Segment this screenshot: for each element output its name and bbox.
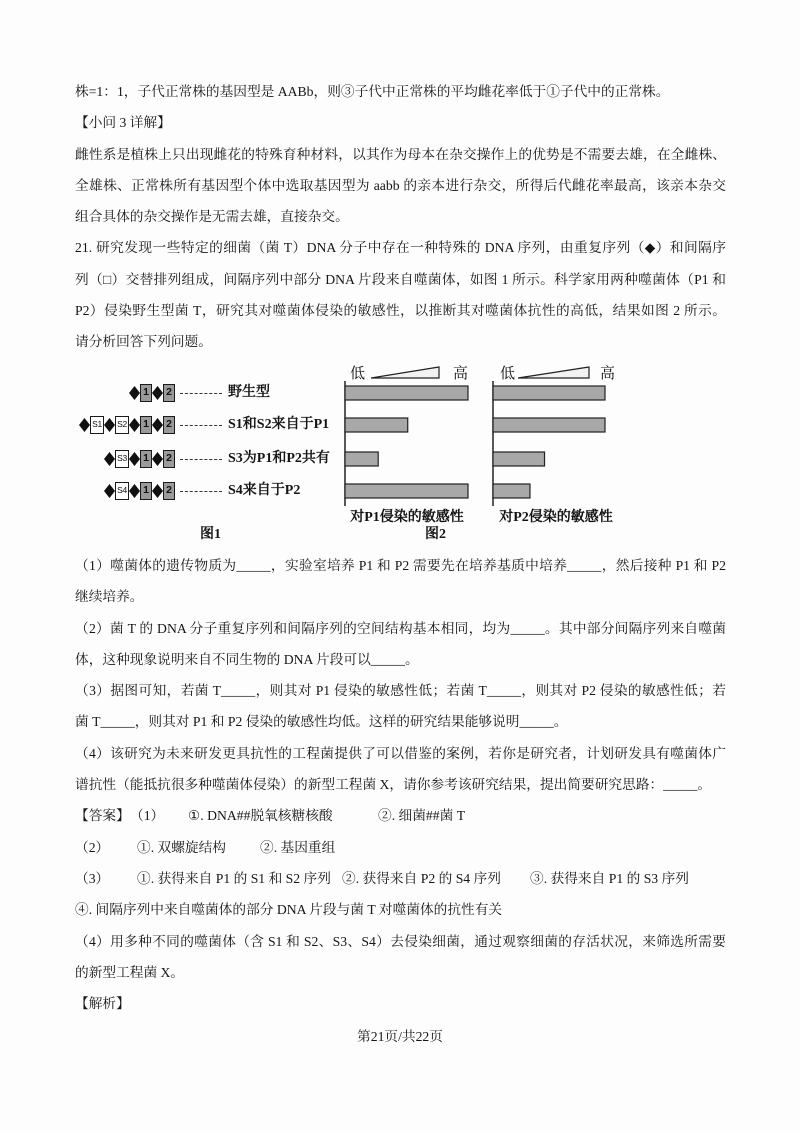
answer-line-4 <box>75 926 726 957</box>
sub3-heading: 【小问 3 详解】 <box>75 115 171 131</box>
page-footer: 第21页/共22页 <box>357 1029 443 1044</box>
paragraph-line: 雌性系是植株上只出现雌花的特殊育种材料，以其作为母本在杂交操作上的优势是不需要去雄，在全雌株、 <box>75 146 726 162</box>
figure1-row-s3 <box>104 449 175 469</box>
repeat-sequence-diamond <box>152 418 163 432</box>
sub-question-line: 继续培养。 <box>75 589 144 605</box>
figure1-leader-line <box>180 491 222 492</box>
answer-item: ①. DNA##脱氧核糖核酸 <box>188 808 333 824</box>
bar-s4 <box>345 484 468 498</box>
answer-part-number: （1） <box>130 808 165 824</box>
spacer-box: 2 <box>163 416 175 434</box>
question-stem-line: P2）侵染野生型菌 T，研究其对噬菌体侵染的敏感性，以推断其对噬菌体抗性的高低，结果如图 2 所示。 <box>75 303 726 319</box>
repeat-sequence-diamond <box>129 452 140 466</box>
sub-question-line: （1）噬菌体的遗传物质为_____，实验室培养 P1 和 P2 需要先在培养基质中培养_____，然后接种 P1 和 P2 <box>75 558 726 573</box>
sub-question-line: （3）据图可知，若菌 T_____，则其对 P1 侵染的敏感性低；若菌 T_____，则其对 P2 侵染的敏感性低；若 <box>75 683 726 699</box>
scale-wedge <box>371 367 439 378</box>
repeat-sequence-diamond <box>104 484 115 498</box>
answer-item: ②. 细菌##菌 T <box>378 808 466 824</box>
answer-part-number: （4） <box>75 933 111 949</box>
spacer-box: 1 <box>140 416 152 434</box>
answer-item: ④. 间隔序列中来自噬菌体的部分 DNA 片段与菌 T 对噬菌体的抗性有关 <box>75 902 503 918</box>
bar-wildtype <box>345 386 468 400</box>
repeat-sequence-diamond <box>104 452 115 466</box>
figure-area <box>0 355 800 550</box>
phage-spacer-box: S1 <box>90 416 104 434</box>
chart-p1-sensitivity <box>335 360 485 524</box>
continuation-line: 株=1：1，子代正常株的基因型是 AABb，则③子代中正常株的平均雌花率低于①子代中的正常株。 <box>75 84 670 99</box>
answer-item: ②. 获得来自 P2 的 S4 序列 <box>342 870 501 886</box>
spacer-box: 2 <box>163 450 175 468</box>
bar-s4 <box>493 484 530 498</box>
spacer-box: 1 <box>140 450 152 468</box>
sub-question-line: 菌 T_____，则其对 P1 和 P2 侵染的敏感性均低。这样的研究结果能够说明_____。 <box>75 714 568 730</box>
figure1-row-wildtype <box>129 383 175 403</box>
figure1-leader-line <box>180 393 222 394</box>
answer-label: 【答案】 <box>75 808 130 824</box>
repeat-sequence-diamond <box>152 452 163 466</box>
figure1-caption: 图1 <box>200 527 221 542</box>
answer-line-2 <box>75 832 726 863</box>
figure1-row-s4 <box>104 481 175 501</box>
spacer-box: 1 <box>140 482 152 500</box>
chart-xlabel: 对P1侵染的敏感性 <box>350 510 464 524</box>
answer-part-number: （2） <box>75 839 110 855</box>
scale-low-label: 低 <box>500 366 516 382</box>
bar-wildtype <box>493 386 605 400</box>
spacer-box: 2 <box>163 384 175 402</box>
figure1-row-label: S4来自于P2 <box>228 483 301 498</box>
question-stem-line: 21. 研究发现一些特定的细菌（菌 T）DNA 分子中存在一种特殊的 DNA 序列，由重复序列（◆）和间隔序 <box>75 240 726 256</box>
chart-p2-sensitivity <box>483 360 633 524</box>
figure2-caption: 图2 <box>425 527 446 542</box>
text-block-bottom <box>75 550 726 1019</box>
scale-wedge <box>518 367 589 378</box>
figure1-leader-line <box>180 459 222 460</box>
bar-s3 <box>493 452 545 466</box>
answer-item: ③. 获得来自 P1 的 S3 序列 <box>530 870 689 886</box>
figure1-row-label: S3为P1和P2共有 <box>228 451 330 466</box>
bar-s3 <box>345 452 378 466</box>
spacer-box: 2 <box>163 482 175 500</box>
analysis-label: 【解析】 <box>75 996 130 1012</box>
repeat-sequence-diamond <box>79 418 90 432</box>
answer-line-3 <box>75 863 726 894</box>
paragraph-line: 组合具体的杂交操作是无需去雄，直接杂交。 <box>75 209 349 225</box>
repeat-sequence-diamond <box>104 418 115 432</box>
sub-question-line: 谱抗性（能抵抗很多种噬菌体侵染）的新型工程菌 X，请你参考该研究结果，提出简要研究思路：_____。 <box>75 777 712 793</box>
sub-question-line: 体，这种现象说明来自不同生物的 DNA 片段可以_____。 <box>75 651 419 667</box>
phage-spacer-box: S4 <box>115 482 129 500</box>
answer-item: ①. 双螺旋结构 <box>137 839 226 855</box>
sub-question-line: （2）菌 T 的 DNA 分子重复序列和间隔序列的空间结构基本相同，均为_____。其中部分间隔序列来自噬菌 <box>75 620 726 636</box>
text-block-top <box>75 76 726 358</box>
repeat-sequence-diamond <box>152 484 163 498</box>
answer-text: 用多种不同的噬菌体（含 S1 和 S2、S3、S4）去侵染细菌，通过观察细菌的存活状况，来筛选所需要 <box>110 933 726 949</box>
scale-high-label: 高 <box>600 366 616 382</box>
scale-high-label: 高 <box>453 366 469 382</box>
repeat-sequence-diamond <box>152 386 163 400</box>
sub-question-line: （4）该研究为未来研发更具抗性的工程菌提供了可以借鉴的案例，若你是研究者，计划研发具有噬菌体广 <box>75 745 726 761</box>
paragraph-line: 全雄株、正常株所有基因型个体中选取基因型为 aabb 的亲本进行杂交，所得后代雌花率最高，该亲本杂交 <box>75 177 726 193</box>
repeat-sequence-diamond <box>129 418 140 432</box>
answer-item: ①. 获得来自 P1 的 S1 和 S2 序列 <box>137 870 331 886</box>
spacer-box: 1 <box>140 384 152 402</box>
repeat-sequence-diamond <box>129 484 140 498</box>
question-stem-line: 列（□）交替排列组成，间隔序列中部分 DNA 片段来自噬菌体，如图 1 所示。科学家用两种噬菌体（P1 和 <box>75 271 726 287</box>
phage-spacer-box: S2 <box>115 416 129 434</box>
answer-part-number: （3） <box>75 870 110 886</box>
figure1-leader-line <box>180 425 222 426</box>
question-stem-line: 请分析回答下列问题。 <box>75 334 212 350</box>
figure1-row-label: S1和S2来自于P1 <box>228 417 330 432</box>
phage-spacer-box: S3 <box>115 450 129 468</box>
bar-s1-s2 <box>345 418 408 432</box>
answer-item: ②. 基因重组 <box>260 839 336 855</box>
answer-text-line: 的新型工程菌 X。 <box>75 964 185 980</box>
figure1-row-label: 野生型 <box>228 385 270 400</box>
scale-low-label: 低 <box>350 366 366 382</box>
figure1-row-s1-s2 <box>79 415 175 435</box>
bar-s1-s2 <box>493 418 605 432</box>
chart-xlabel: 对P2侵染的敏感性 <box>499 510 613 524</box>
repeat-sequence-diamond <box>129 386 140 400</box>
answer-line-1 <box>75 800 726 831</box>
